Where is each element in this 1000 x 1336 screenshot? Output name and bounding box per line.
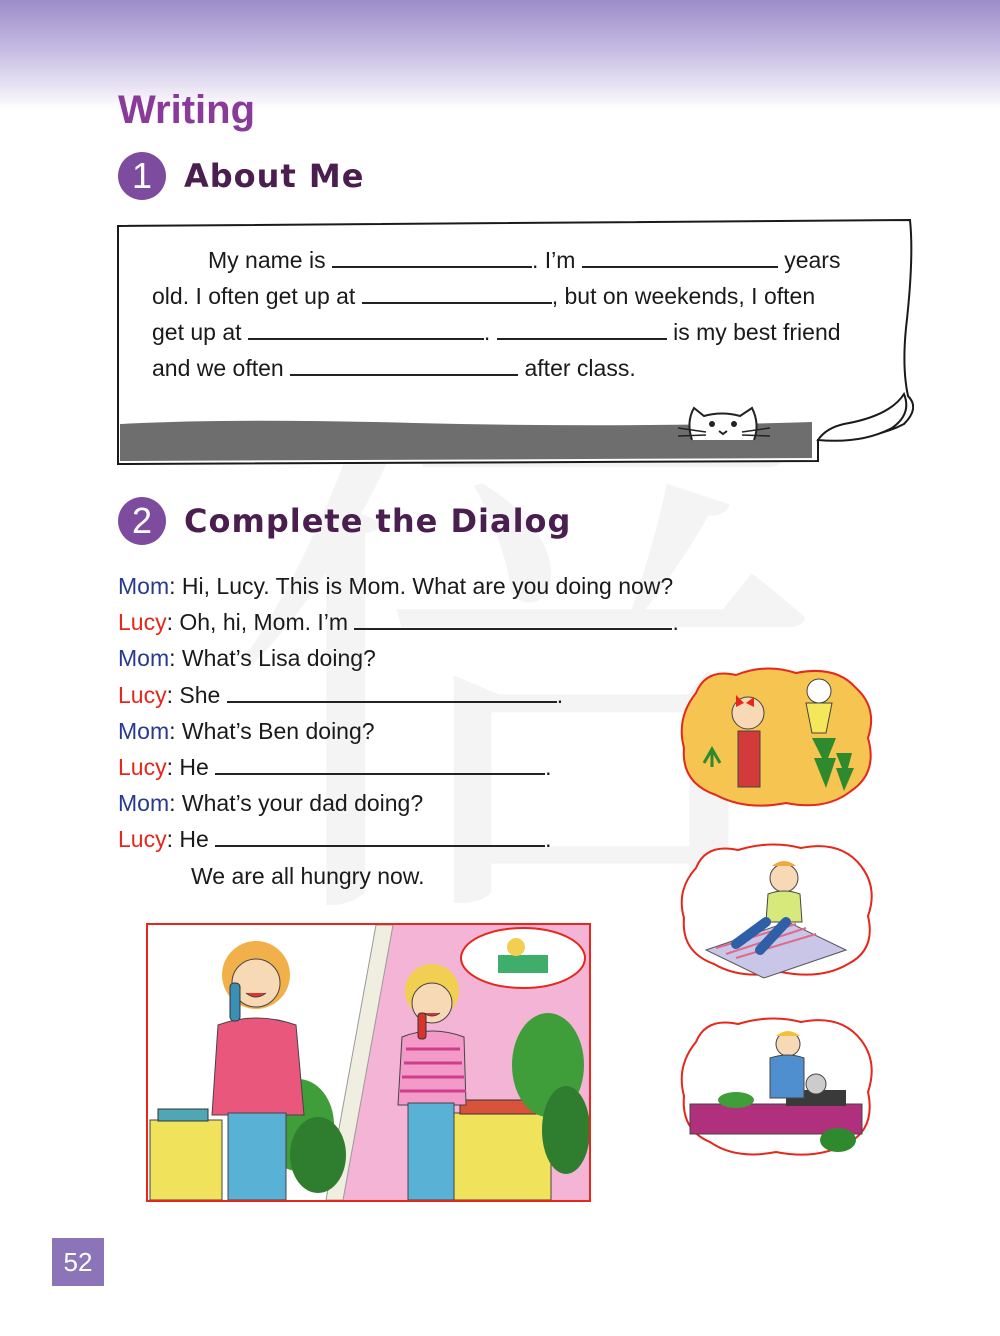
about-text-name: My name is (208, 247, 332, 273)
about-text-getup-weekend: get up at (152, 319, 248, 345)
about-line-2 (152, 278, 884, 314)
page-number: 52 (52, 1238, 104, 1286)
about-me-paragraph (152, 242, 884, 386)
dialog-text: : He (166, 753, 216, 780)
speaker-mom: Mom (118, 645, 170, 672)
about-text-years: years (777, 247, 841, 273)
phone-call-illustration (146, 923, 591, 1202)
section-2-number: 2 (118, 497, 166, 545)
about-text-friend: is my best friend (666, 319, 841, 345)
ben-illustration (676, 838, 878, 980)
speaker-mom: Mom (118, 790, 170, 817)
dialog-end: . (672, 609, 679, 636)
about-text-after: after class. (518, 355, 636, 381)
dialog-text: : He (166, 826, 216, 853)
dialog-text: : What’s Ben doing? (169, 717, 375, 744)
about-line-1 (152, 242, 884, 278)
lisa-drawing-illustration (676, 663, 878, 811)
dialog-end: . (545, 753, 552, 780)
speaker-lucy: Lucy (118, 681, 167, 708)
about-text-weekends: , but on weekends, I often (551, 283, 816, 309)
dialog-text: : She (166, 681, 227, 708)
section-1-heading: About Me (184, 157, 365, 195)
about-line-4 (152, 350, 884, 386)
speaker-mom: Mom (118, 717, 170, 744)
dialog-text: : Hi, Lucy. This is Mom. What are you doing now? (169, 573, 674, 599)
section-1-header (118, 152, 364, 200)
dialog-end: . (545, 826, 552, 853)
dialog-text: We are all hungry now. (191, 862, 425, 889)
blank-age[interactable] (582, 245, 778, 268)
about-text-getup: old. I often get up at (152, 283, 362, 309)
section-2-header (118, 497, 571, 545)
about-line-3 (152, 314, 884, 350)
blank-getup-time[interactable] (362, 281, 552, 304)
section-1-number: 1 (118, 152, 166, 200)
speaker-lucy: Lucy (118, 826, 167, 853)
about-text-often: and we often (152, 355, 291, 381)
page-title: Writing (118, 88, 256, 132)
speaker-lucy: Lucy (118, 753, 167, 780)
section-2-heading: Complete the Dialog (184, 502, 572, 540)
blank-lisa-doing[interactable] (227, 680, 557, 703)
dialog-text: : What’s your dad doing? (169, 790, 424, 817)
blank-lucy-doing[interactable] (354, 607, 672, 630)
about-text-age: . I’m (531, 247, 582, 273)
blank-name[interactable] (332, 245, 532, 268)
cat-doodle-icon (676, 402, 772, 444)
dialog-line (118, 568, 818, 604)
blank-dad-doing[interactable] (215, 824, 545, 847)
dialog-text: : Oh, hi, Mom. I’m (166, 609, 355, 636)
dialog-text: : What’s Lisa doing? (169, 645, 376, 672)
about-text-period: . (483, 319, 497, 345)
dad-cooking-illustration (676, 1012, 878, 1160)
speaker-lucy: Lucy (118, 609, 167, 636)
speaker-mom: Mom (118, 573, 170, 599)
phone-call-scene (148, 925, 589, 1200)
dialog-end: . (556, 681, 564, 708)
blank-activity[interactable] (290, 353, 518, 376)
dialog-line (118, 604, 818, 640)
blank-friend[interactable] (497, 317, 667, 340)
blank-ben-doing[interactable] (215, 752, 545, 775)
blank-weekend-time[interactable] (248, 317, 484, 340)
